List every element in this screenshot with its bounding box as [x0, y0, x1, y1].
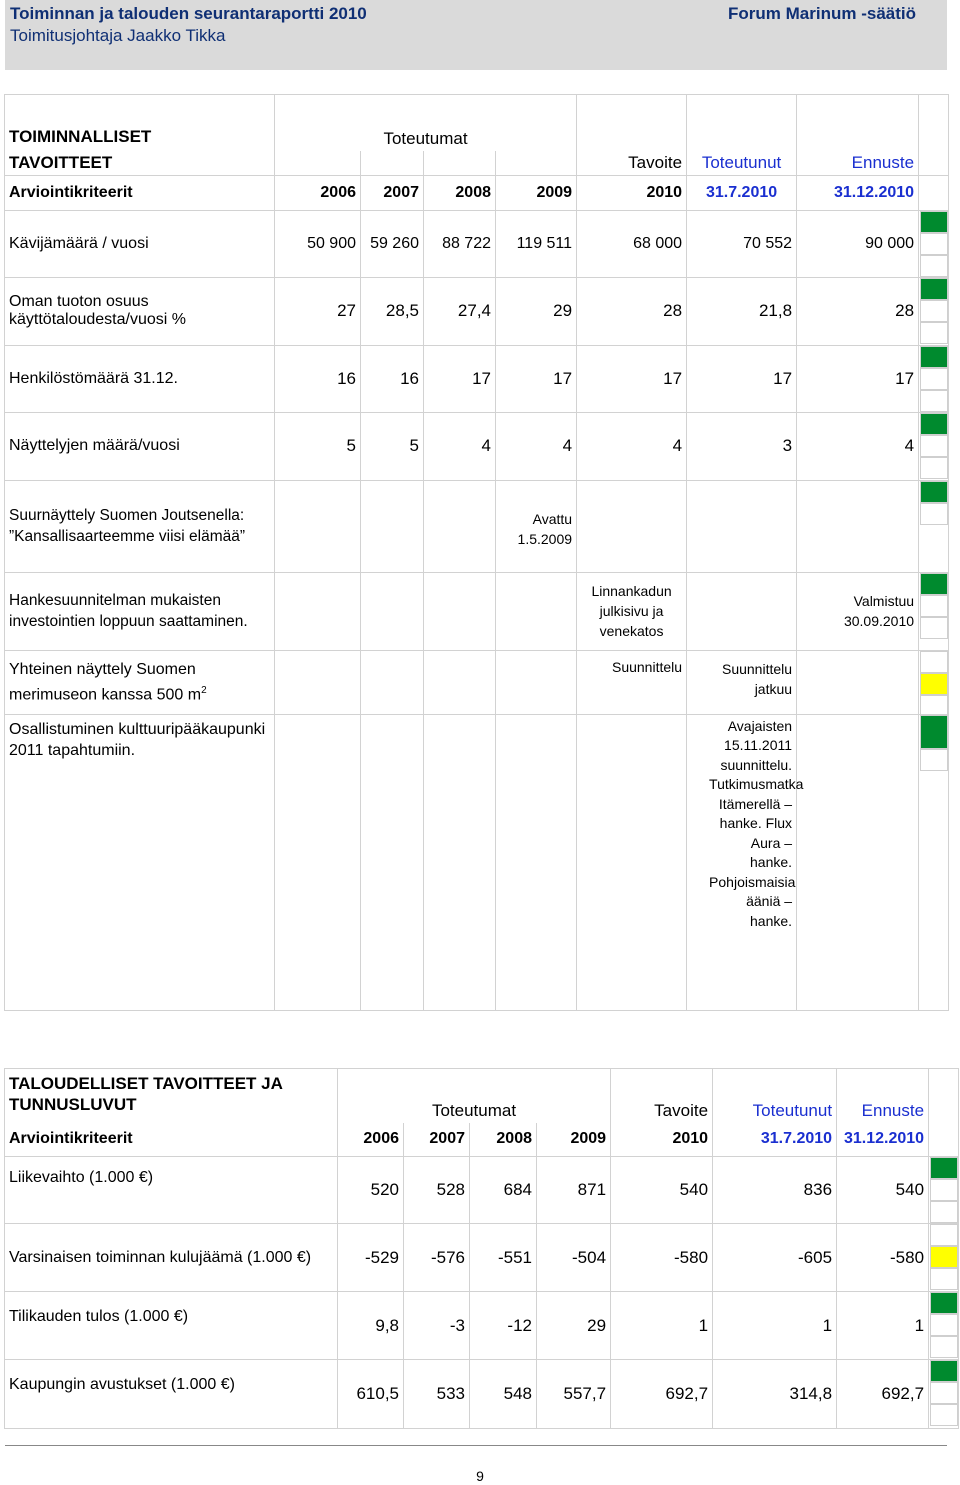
cell-ennuste: 17: [797, 345, 919, 412]
status-indicator: [929, 1360, 959, 1429]
year-2010-header: 2010: [611, 1123, 713, 1157]
status-indicator: [919, 572, 949, 650]
cell-toteutunut: -605: [713, 1224, 837, 1292]
table-row: [5, 345, 949, 412]
tavoite-header: Tavoite: [611, 1069, 713, 1123]
row-label: Hankesuunnitelman mukaisten investointien loppuun saattaminen.: [5, 572, 275, 650]
row-label: Oman tuoton osuus käyttötaloudesta/vuosi %: [5, 277, 275, 345]
ennuste-header: Ennuste: [797, 151, 919, 176]
table-row: [5, 1157, 959, 1224]
cell-ennuste: 692,7: [837, 1360, 929, 1429]
cell-2009: 29: [537, 1292, 611, 1360]
cell-tavoite-note: Linnankadun julkisivu ja venekatos: [577, 572, 687, 650]
cell-2009: 4: [496, 412, 577, 480]
green-status-light: [920, 346, 948, 368]
empty-status-light: [930, 1336, 958, 1358]
page-number: 9: [476, 1468, 484, 1484]
empty-status-light: [930, 1179, 958, 1201]
year-2010-header: 2010: [577, 175, 687, 210]
toteutunut-header: Toteutunut: [687, 151, 797, 176]
green-status-light: [930, 1157, 958, 1179]
report-author: Toimitusjohtaja Jaakko Tikka: [10, 26, 226, 45]
status-indicator: [919, 480, 949, 572]
cell-2008: 88 722: [424, 210, 496, 277]
table-title: TALOUDELLISET TAVOITTEET JA TUNNUSLUVUT: [5, 1069, 338, 1123]
year-2009-header: 2009: [496, 175, 577, 210]
table-title: [5, 95, 275, 151]
empty-status-light: [920, 457, 948, 479]
year-2007-header: 2007: [404, 1123, 470, 1157]
cell-2007: 16: [361, 345, 424, 412]
table-row: [5, 650, 949, 714]
empty-status-light: [930, 1268, 958, 1290]
year-2006-header: 2006: [275, 175, 361, 210]
empty-status-light: [920, 617, 948, 639]
empty-status-light: [920, 503, 948, 525]
cell-toteutunut: 314,8: [713, 1360, 837, 1429]
table-row: [5, 1224, 959, 1292]
cell-2008: 27,4: [424, 277, 496, 345]
row-label: Suurnäyttely Suomen Joutsenella: ”Kansallisaarteemme viisi elämää”: [5, 480, 275, 572]
cell-tavoite: 68 000: [577, 210, 687, 277]
cell-ennuste: 1: [837, 1292, 929, 1360]
status-indicator: [929, 1292, 959, 1360]
empty-status-light: [920, 300, 948, 322]
superscript: 2: [201, 684, 207, 696]
table-row: [5, 714, 949, 1010]
cell-tavoite: 17: [577, 345, 687, 412]
tavoite-header: Tavoite: [577, 151, 687, 176]
table-title-line-1: TOIMINNALLISET: [9, 126, 152, 146]
status-indicator: [919, 714, 949, 1010]
cell-2009-note: Avattu 1.5.2009: [496, 480, 577, 572]
row-label: Tilikauden tulos (1.000 €): [5, 1292, 338, 1360]
empty-status-light: [920, 368, 948, 390]
green-status-light: [930, 1360, 958, 1382]
date-toteutunut-header: 31.7.2010: [687, 175, 797, 210]
cell-tavoite: 692,7: [611, 1360, 713, 1429]
ennuste-header: Ennuste: [837, 1069, 929, 1123]
empty-status-light: [930, 1314, 958, 1336]
cell-toteutunut: 70 552: [687, 210, 797, 277]
cell-2009: 29: [496, 277, 577, 345]
cell-2007: 59 260: [361, 210, 424, 277]
cell-2009: -504: [537, 1224, 611, 1292]
green-status-light: [920, 481, 948, 503]
criteria-header: Arviointikriteerit: [5, 175, 275, 210]
empty-status-light: [920, 390, 948, 412]
date-toteutunut-header: 31.7.2010: [713, 1123, 837, 1157]
row-label: Henkilöstömäärä 31.12.: [5, 345, 275, 412]
row-label: Kaupungin avustukset (1.000 €): [5, 1360, 338, 1429]
empty-status-light: [930, 1382, 958, 1404]
green-status-light: [920, 211, 948, 233]
cell-toteutunut: 17: [687, 345, 797, 412]
cell-ennuste: 540: [837, 1157, 929, 1224]
year-2008-header: 2008: [470, 1123, 537, 1157]
table-row: [5, 1292, 959, 1360]
yellow-status-light: [930, 1246, 958, 1268]
cell-tavoite: -580: [611, 1224, 713, 1292]
criteria-header: Arviointikriteerit: [5, 1123, 338, 1157]
cell-2008: 4: [424, 412, 496, 480]
cell-2008: -551: [470, 1224, 537, 1292]
toteutumat-header: [275, 95, 577, 151]
empty-status-light: [920, 749, 948, 771]
cell-2009: 557,7: [537, 1360, 611, 1429]
report-title: Toiminnan ja talouden seurantaraportti 2010: [10, 4, 367, 23]
row-label: [5, 650, 275, 714]
cell-2007: -3: [404, 1292, 470, 1360]
cell-2007: 5: [361, 412, 424, 480]
row-label: Osallistuminen kulttuuripääkaupunki 2011 tapahtumiin.: [5, 714, 275, 1010]
empty-status-light: [920, 435, 948, 457]
green-status-light: [930, 1292, 958, 1314]
toteutumat-label: Toteutumat: [383, 128, 468, 148]
status-indicator: [919, 277, 949, 345]
table-row: [5, 1360, 959, 1429]
green-status-light: [920, 715, 948, 749]
status-indicator: [919, 210, 949, 277]
green-status-light: [920, 278, 948, 300]
cell-toteutunut: 836: [713, 1157, 837, 1224]
green-status-light: [920, 413, 948, 435]
year-2006-header: 2006: [338, 1123, 404, 1157]
row-label-text: Yhteinen näyttely Suomen merimuseon kanssa 500 m: [9, 660, 202, 704]
cell-toteutunut: 21,8: [687, 277, 797, 345]
empty-status-light: [930, 1224, 958, 1246]
status-indicator: [929, 1224, 959, 1292]
table-row: [5, 480, 949, 572]
table-row: [5, 572, 949, 650]
cell-tavoite: 28: [577, 277, 687, 345]
cell-ennuste: 90 000: [797, 210, 919, 277]
toteutumat-header: Toteutumat: [338, 1069, 611, 1123]
cell-2008: 17: [424, 345, 496, 412]
cell-toteutunut-note: Avajaisten 15.11.2011 suunnittelu. Tutkimusmatka Itämerellä –hanke. Flux Aura –hanke. Pohjoismaisia ääniä –hanke.: [687, 714, 797, 1010]
cell-ennuste: -580: [837, 1224, 929, 1292]
cell-2007: 528: [404, 1157, 470, 1224]
cell-toteutunut-note: Suunnittelu jatkuu: [687, 650, 797, 714]
cell-tavoite: 540: [611, 1157, 713, 1224]
cell-2007: 533: [404, 1360, 470, 1429]
green-status-light: [920, 573, 948, 595]
footer-divider: [5, 1445, 947, 1446]
row-label: Kävijämäärä / vuosi: [5, 210, 275, 277]
cell-2006: 50 900: [275, 210, 361, 277]
cell-2006: 5: [275, 412, 361, 480]
cell-2008: 548: [470, 1360, 537, 1429]
cell-2009: 119 511: [496, 210, 577, 277]
empty-status-light: [920, 255, 948, 277]
cell-2006: 27: [275, 277, 361, 345]
cell-ennuste: 4: [797, 412, 919, 480]
cell-2008: -12: [470, 1292, 537, 1360]
empty-status-light: [920, 595, 948, 617]
status-indicator: [919, 650, 949, 714]
cell-ennuste-note: Valmistuu 30.09.2010: [797, 572, 919, 650]
table-row: [5, 412, 949, 480]
financial-goals-table: [4, 1068, 959, 1429]
row-label: Varsinaisen toiminnan kulujäämä (1.000 €): [5, 1224, 338, 1292]
empty-status-light: [930, 1404, 958, 1426]
cell-2006: 610,5: [338, 1360, 404, 1429]
table-title-cont: [5, 151, 275, 176]
cell-ennuste: 28: [797, 277, 919, 345]
row-label: Näyttelyjen määrä/vuosi: [5, 412, 275, 480]
cell-tavoite: 4: [577, 412, 687, 480]
empty-status-light: [930, 1201, 958, 1223]
cell-toteutunut: 3: [687, 412, 797, 480]
cell-2007: -576: [404, 1224, 470, 1292]
empty-status-light: [920, 651, 948, 673]
cell-tavoite-note: Suunnittelu: [577, 650, 687, 714]
report-header: [0, 0, 960, 72]
table-row: [5, 277, 949, 345]
table-title-line-2: TAVOITTEET: [9, 152, 113, 172]
operational-goals-table: [4, 94, 949, 1011]
date-ennuste-header: 31.12.2010: [837, 1123, 929, 1157]
year-2008-header: 2008: [424, 175, 496, 210]
cell-tavoite: 1: [611, 1292, 713, 1360]
organization-name: Forum Marinum -säätiö: [728, 4, 916, 23]
status-indicator: [919, 412, 949, 480]
year-2007-header: 2007: [361, 175, 424, 210]
status-indicator: [919, 345, 949, 412]
cell-2007: 28,5: [361, 277, 424, 345]
date-ennuste-header: 31.12.2010: [797, 175, 919, 210]
cell-2008: 684: [470, 1157, 537, 1224]
row-label: Liikevaihto (1.000 €): [5, 1157, 338, 1224]
cell-2006: 9,8: [338, 1292, 404, 1360]
cell-2009: 17: [496, 345, 577, 412]
yellow-status-light: [920, 673, 948, 695]
cell-2006: -529: [338, 1224, 404, 1292]
year-2009-header: 2009: [537, 1123, 611, 1157]
toteutunut-header: Toteutunut: [713, 1069, 837, 1123]
cell-toteutunut: 1: [713, 1292, 837, 1360]
cell-2006: 520: [338, 1157, 404, 1224]
cell-2006: 16: [275, 345, 361, 412]
status-indicator: [929, 1157, 959, 1224]
empty-status-light: [920, 322, 948, 344]
cell-2009: 871: [537, 1157, 611, 1224]
table-row: [5, 210, 949, 277]
empty-status-light: [920, 233, 948, 255]
